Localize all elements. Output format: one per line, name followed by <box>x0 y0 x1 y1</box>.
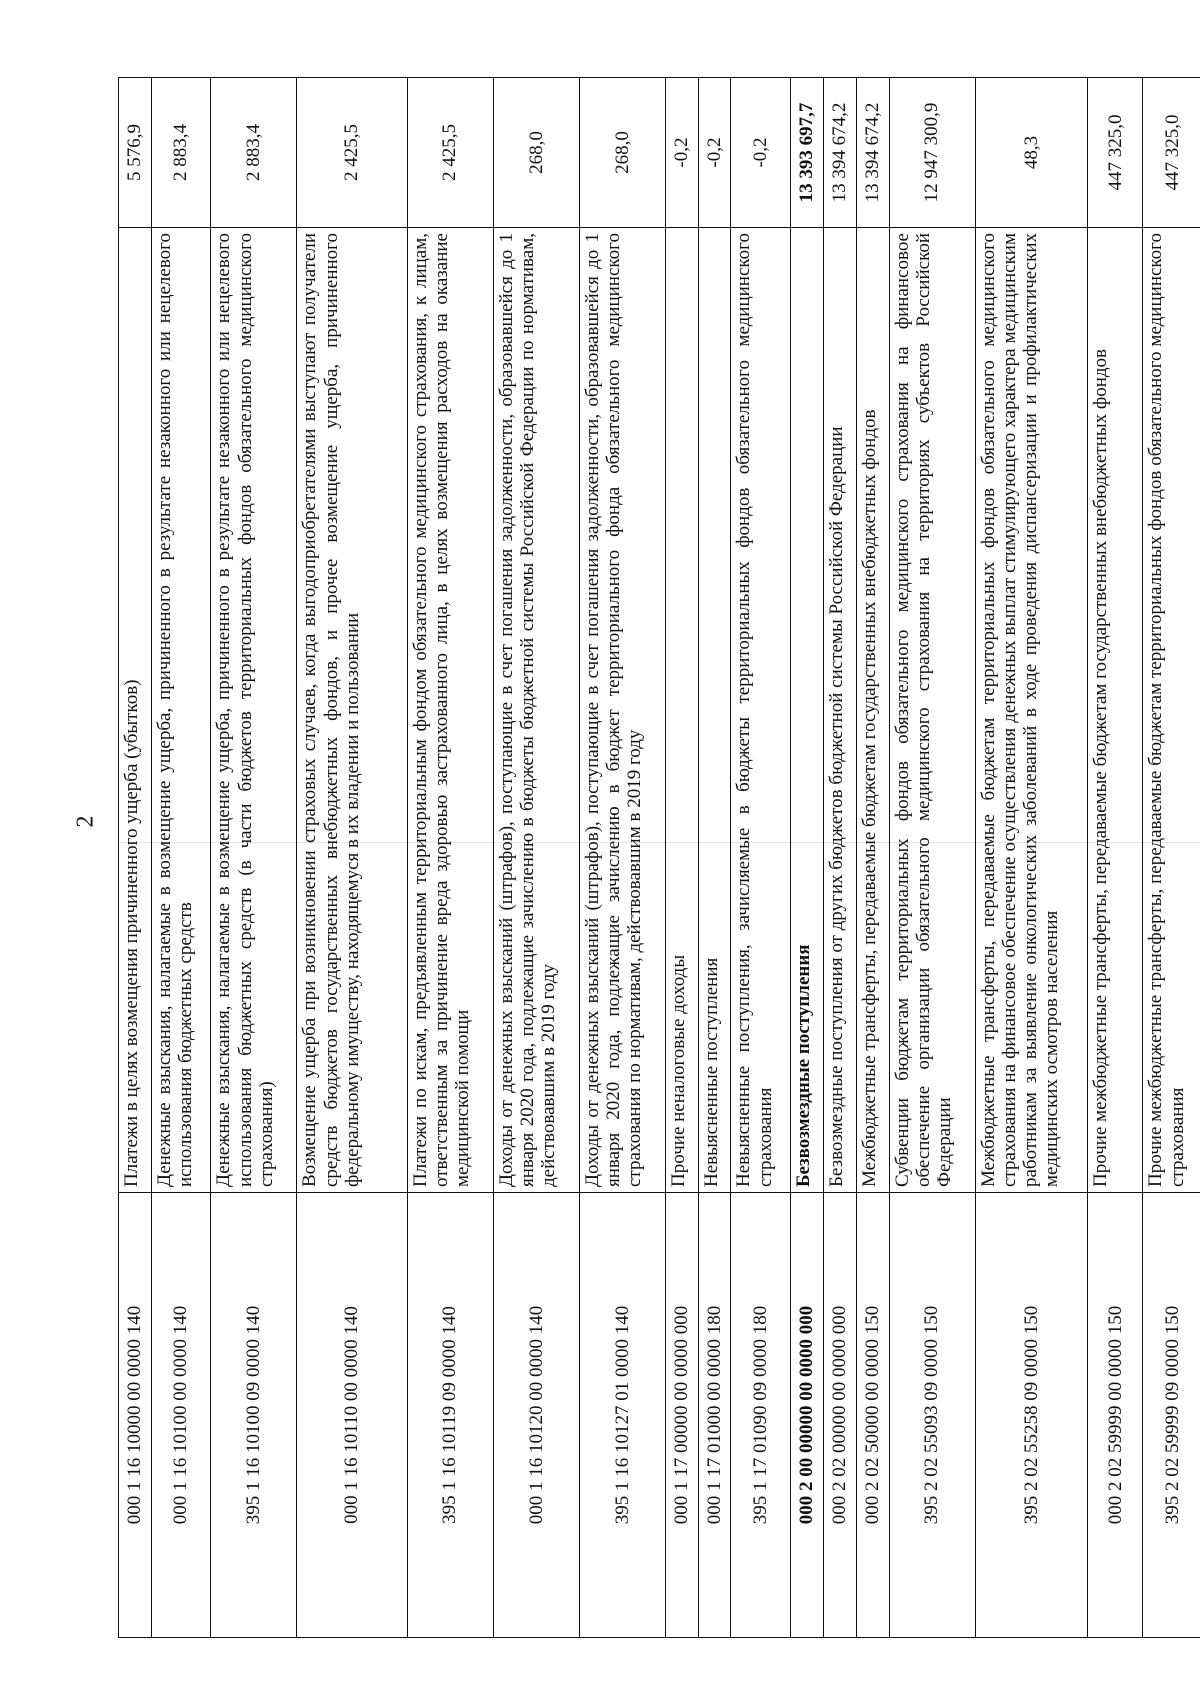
income-name-cell: Доходы от денежных взысканий (штрафов), поступающие в счет погашения задолженности, образовавшейся до 1 января 2020 года, подлежащие зачислению в бюджет территориального фонда обязательного медицинского страхования по нормативам, действовавшим в 2019 году <box>579 228 665 1193</box>
table-row <box>119 78 152 1638</box>
income-name-cell: Безвозмездные поступления от других бюджетов бюджетной системы Российской Федерации <box>823 228 856 1193</box>
amount-cell: 2 883,4 <box>211 78 297 228</box>
budget-code-cell: 000 1 16 10000 00 0000 140 <box>119 1193 152 1638</box>
amount-cell: 13 393 697,7 <box>790 78 823 228</box>
income-name-cell: Возмещение ущерба при возникновении страховых случаев, когда выгодоприобретателями выступают получатели средств бюджетов государственных внебюджетных фондов, и прочее возмещение ущерба, причиненного федеральному имуществу, находящемуся в их владении и пользовании <box>297 228 407 1193</box>
amount-cell: 268,0 <box>579 78 665 228</box>
amount-cell: 447 325,0 <box>1143 78 1200 228</box>
amount-cell: 2 883,4 <box>151 78 210 228</box>
budget-code-cell: 395 2 02 59999 09 0000 150 <box>1143 1193 1200 1638</box>
budget-code-cell: 395 1 16 10119 09 0000 140 <box>407 1193 493 1638</box>
table-row <box>856 78 889 1638</box>
income-name-cell: Денежные взыскания, налагаемые в возмещение ущерба, причиненного в результате незаконного или нецелевого использования бюджетных средств <box>151 228 210 1193</box>
income-name-cell: Прочие неналоговые доходы <box>665 228 698 1193</box>
income-name-cell: Прочие межбюджетные трансферты, передаваемые бюджетам государственных внебюджетных фондов <box>1088 228 1143 1193</box>
table-row <box>1143 78 1200 1638</box>
income-name-cell: Платежи в целях возмещения причиненного ущерба (убытков) <box>119 228 152 1193</box>
budget-code-cell: 000 1 16 10110 00 0000 140 <box>297 1193 407 1638</box>
amount-cell: 268,0 <box>493 78 579 228</box>
revenue-table-body <box>119 78 1200 1638</box>
table-row <box>211 78 297 1638</box>
budget-code-cell: 395 1 16 10127 01 0000 140 <box>579 1193 665 1638</box>
revenue-table-sheet <box>118 78 1200 1638</box>
table-row <box>889 78 975 1638</box>
table-row <box>665 78 698 1638</box>
budget-code-cell: 000 2 00 00000 00 0000 000 <box>790 1193 823 1638</box>
amount-cell: 13 394 674,2 <box>823 78 856 228</box>
income-name-cell: Субвенции бюджетам территориальных фондов обязательного медицинского страхования на финансовое обеспечение организации обязательного медицинского страхования на территориях субъектов Российской Федерации <box>889 228 975 1193</box>
amount-cell: 5 576,9 <box>119 78 152 228</box>
amount-cell: -0,2 <box>731 78 790 228</box>
table-row <box>297 78 407 1638</box>
revenue-table <box>118 77 1200 1638</box>
amount-cell: 447 325,0 <box>1088 78 1143 228</box>
table-row <box>407 78 493 1638</box>
amount-cell: 13 394 674,2 <box>856 78 889 228</box>
budget-code-cell: 395 1 16 10100 09 0000 140 <box>211 1193 297 1638</box>
budget-code-cell: 000 2 02 00000 00 0000 000 <box>823 1193 856 1638</box>
income-name-cell: Платежи по искам, предъявленным территориальным фондом обязательного медицинского страхования, к лицам, ответственным за причинение вреда здоровью застрахованного лица, в целях возмещения расходов на оказание медицинской помощи <box>407 228 493 1193</box>
income-name-cell: Безвозмездные поступления <box>790 228 823 1193</box>
table-row <box>790 78 823 1638</box>
income-name-cell: Межбюджетные трансферты, передаваемые бюджетам государственных внебюджетных фондов <box>856 228 889 1193</box>
table-row <box>1088 78 1143 1638</box>
income-name-cell: Прочие межбюджетные трансферты, передаваемые бюджетам территориальных фондов обязательного медицинского страхования <box>1143 228 1200 1193</box>
budget-code-cell: 000 1 16 10100 00 0000 140 <box>151 1193 210 1638</box>
amount-cell: 48,3 <box>975 78 1088 228</box>
budget-code-cell: 395 2 02 55258 09 0000 150 <box>975 1193 1088 1638</box>
amount-cell: 2 425,5 <box>297 78 407 228</box>
table-row <box>579 78 665 1638</box>
table-row <box>698 78 731 1638</box>
page-number: 2 <box>72 815 99 828</box>
table-row <box>975 78 1088 1638</box>
table-row <box>731 78 790 1638</box>
amount-cell: 12 947 300,9 <box>889 78 975 228</box>
budget-code-cell: 000 1 17 00000 00 0000 000 <box>665 1193 698 1638</box>
amount-cell: -0,2 <box>698 78 731 228</box>
amount-cell: -0,2 <box>665 78 698 228</box>
income-name-cell: Денежные взыскания, налагаемые в возмещение ущерба, причиненного в результате незаконного или нецелевого использования бюджетных средств (в части бюджетов территориальных фондов обязательного медицинского страхования) <box>211 228 297 1193</box>
budget-code-cell: 000 1 17 01000 00 0000 180 <box>698 1193 731 1638</box>
table-row <box>151 78 210 1638</box>
budget-code-cell: 000 1 16 10120 00 0000 140 <box>493 1193 579 1638</box>
income-name-cell: Доходы от денежных взысканий (штрафов), поступающие в счет погашения задолженности, образовавшейся до 1 января 2020 года, подлежащие зачислению в бюджеты бюджетной системы Российской Федерации по нормативам, действовавшим в 2019 году <box>493 228 579 1193</box>
budget-code-cell: 395 2 02 55093 09 0000 150 <box>889 1193 975 1638</box>
table-row <box>823 78 856 1638</box>
budget-code-cell: 000 2 02 50000 00 0000 150 <box>856 1193 889 1638</box>
amount-cell: 2 425,5 <box>407 78 493 228</box>
budget-code-cell: 000 2 02 59999 00 0000 150 <box>1088 1193 1143 1638</box>
income-name-cell: Невыясненные поступления, зачисляемые в бюджеты территориальных фондов обязательного медицинского страхования <box>731 228 790 1193</box>
budget-code-cell: 395 1 17 01090 09 0000 180 <box>731 1193 790 1638</box>
table-row <box>493 78 579 1638</box>
income-name-cell: Невыясненные поступления <box>698 228 731 1193</box>
income-name-cell: Межбюджетные трансферты, передаваемые бюджетам территориальных фондов обязательного медицинского страхования на финансовое обеспечение осуществления денежных выплат стимулирующего характера медицинским работникам за выявление онкологических заболеваний в ходе проведения диспансеризации и профилактических медицинских осмотров населения <box>975 228 1088 1193</box>
